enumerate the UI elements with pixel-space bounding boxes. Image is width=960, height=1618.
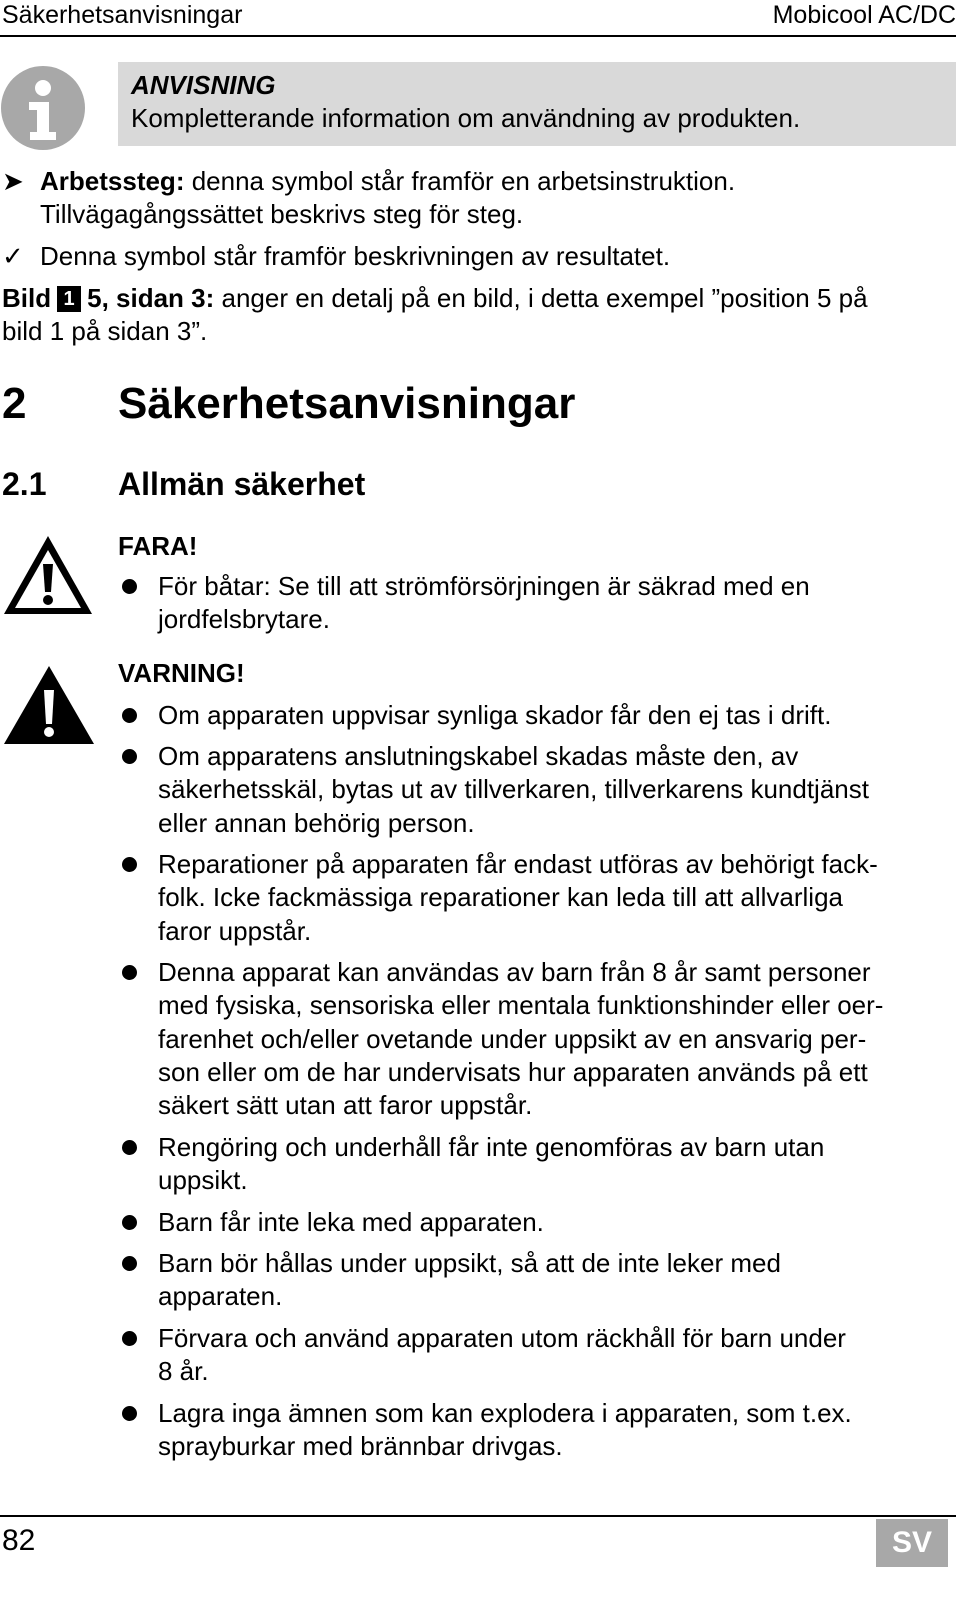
bullet [122, 749, 137, 764]
warning-item-line: sprayburkar med brännbar drivgas. [158, 1431, 563, 1462]
section-heading [2, 464, 365, 504]
warning-item-line: med fysiska, sensoriska eller mentala funktionshinder eller oer- [158, 990, 884, 1021]
legend-step-text-2: Tillvägagångssättet beskrivs steg för steg. [40, 199, 524, 229]
warning-item-9 [158, 1397, 943, 1464]
language-badge: SV [876, 1519, 948, 1567]
warning-item-line: Förvara och använd apparaten utom räckhåll för barn under [158, 1323, 846, 1353]
notice-title: ANVISNING [131, 70, 276, 100]
warning-item-line: eller annan behörig person. [158, 807, 475, 838]
danger-item-line: För båtar: Se till att strömförsörjningen är säkrad med en [158, 571, 810, 601]
danger-label: FARA! [118, 531, 198, 561]
chapter-heading [2, 376, 575, 432]
header-divider [0, 35, 956, 37]
warning-item-1 [158, 699, 943, 732]
checkmark-icon: ✓ [2, 241, 24, 271]
legend-step [40, 165, 735, 198]
bullet [122, 1256, 137, 1271]
bullet [122, 965, 137, 980]
warning-item-line: Denna apparat kan användas av barn från 8 år samt personer [158, 957, 871, 987]
info-icon [1, 66, 85, 150]
warning-item-line: Om apparaten uppvisar synliga skador får den ej tas i drift. [158, 700, 832, 730]
danger-item-1 [158, 570, 943, 637]
bullet [122, 1406, 137, 1421]
legend-step-label: Arbetssteg: [40, 166, 185, 196]
warning-item-line: son eller om de har undervisats hur apparaten används på ett [158, 1056, 868, 1087]
warning-item-line: uppsikt. [158, 1165, 248, 1196]
bullet [122, 857, 137, 872]
warning-triangle-icon [2, 534, 94, 621]
legend-step-text: denna symbol står framför en arbetsinstruktion. [184, 166, 736, 196]
legend-figure-label: Bild [2, 283, 52, 313]
legend-figure [2, 282, 868, 315]
warning-item-8 [158, 1322, 943, 1389]
warning-item-7 [158, 1247, 943, 1314]
bullet [122, 1331, 137, 1346]
chapter-title: Säkerhetsanvisningar [118, 379, 576, 428]
warning-item-3 [158, 848, 943, 948]
legend-figure-text: anger en detalj på en bild, i detta exempel ”position 5 på [214, 283, 868, 313]
warning-item-line: Barn får inte leka med apparaten. [158, 1207, 544, 1237]
warning-item-6 [158, 1206, 943, 1239]
chapter-number: 2 [2, 379, 27, 428]
warning-item-line: Rengöring och underhåll får inte genomföras av barn utan [158, 1132, 825, 1162]
warning-label: VARNING! [118, 658, 245, 688]
warning-item-line: Om apparatens anslutningskabel skadas måste den, av [158, 741, 799, 771]
warning-triangle-icon [2, 664, 96, 751]
footer-divider [0, 1515, 956, 1517]
warning-item-line: säkert sätt utan att faror uppstår. [158, 1090, 533, 1121]
warning-item-4 [158, 956, 943, 1122]
warning-item-line: säkerhetsskäl, bytas ut av tillverkaren, tillverkarens kundtjänst [158, 774, 869, 805]
warning-item-5 [158, 1131, 943, 1198]
warning-item-line: 8 år. [158, 1356, 209, 1387]
running-header-product: Mobicool AC/DC [772, 1, 956, 29]
bullet [122, 1140, 137, 1155]
running-header-section: Säkerhetsanvisningar [2, 1, 243, 29]
legend-result-text: Denna symbol står framför beskrivningen av resultatet. [40, 241, 671, 271]
danger-item-line: jordfelsbrytare. [158, 604, 330, 635]
bullet [122, 579, 137, 594]
warning-item-line: folk. Icke fackmässiga reparationer kan leda till att allvarliga [158, 882, 843, 913]
warning-item-line: faror uppstår. [158, 915, 312, 946]
bullet [122, 708, 137, 723]
bullet [122, 1215, 137, 1230]
section-number: 2.1 [2, 466, 47, 502]
warning-item-line: apparaten. [158, 1281, 283, 1312]
arrow-icon: ➤ [2, 166, 24, 196]
warning-item-line: Reparationer på apparaten får endast utföras av behörigt fack- [158, 849, 878, 879]
warning-item-line: Barn bör hållas under uppsikt, så att de inte leker med [158, 1248, 781, 1278]
section-title: Allmän säkerhet [118, 466, 366, 502]
legend-figure-ref: 5, sidan 3: [87, 283, 215, 313]
notice-text: Kompletterande information om användning av produkten. [131, 103, 801, 133]
figure-number-badge: 1 [57, 286, 81, 312]
warning-item-line: Lagra inga ämnen som kan explodera i apparaten, som t.ex. [158, 1398, 852, 1428]
legend-figure-text-2: bild 1 på sidan 3”. [2, 316, 208, 346]
warning-item-line: farenhet och/eller ovetande under uppsikt av en ansvarig per- [158, 1023, 867, 1054]
warning-item-2 [158, 740, 943, 840]
page-number: 82 [2, 1524, 36, 1557]
